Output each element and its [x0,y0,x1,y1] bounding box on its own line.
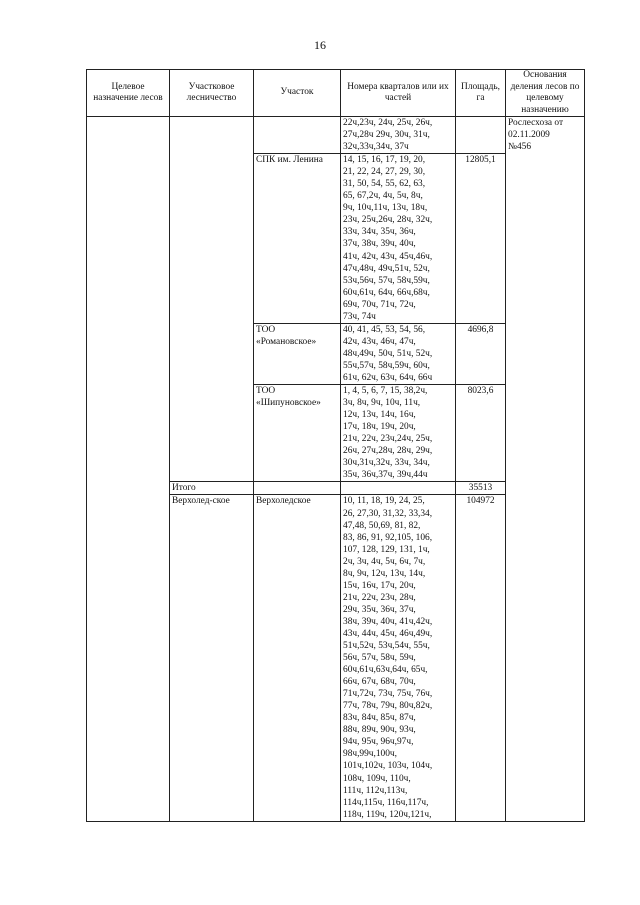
forestry-cell [170,117,254,482]
table-header-row [87,70,585,117]
basis-cell: Рослесхоза от 02.11.2009 №456 [506,117,585,822]
section-cell: СПК им. Ленина [254,154,341,324]
area-cell: 35513 [456,482,506,495]
area-cell: 12805,1 [456,154,506,324]
forestry-cell: Верхолед-ское [170,495,254,821]
header-purpose: Целевое назначение лесов [87,70,170,117]
forest-purpose-table [86,69,585,822]
header-section: Участок [254,70,341,117]
section-cell: Верхоледское [254,495,341,821]
section-cell: ТОО «Романовское» [254,323,341,384]
quarters-cell: 22ч,23ч, 24ч, 25ч, 26ч, 27ч,28ч 29ч, 30ч, 31ч, 32ч,33ч,34ч, 37ч [341,117,456,154]
purpose-cell [87,117,170,822]
header-basis: Основания деления лесов по целевому назначению [506,70,585,117]
section-cell: ТОО «Шипуновское» [254,385,341,482]
quarters-cell [341,482,456,495]
page-number: 16 [314,38,326,52]
forestry-cell: Итого [170,482,254,495]
quarters-cell: 14, 15, 16, 17, 19, 20, 21, 22, 24, 27, 29, 30, 31, 50, 54, 55, 62, 63, 65, 67,2ч, 4ч, 5ч, 8ч, 9ч, 10ч,11ч, 13ч, 18ч, 23ч, 25ч,26ч, 28ч, 32ч, 33ч, 34ч, 35ч, 36ч, 37ч, 38ч, 39ч, 40ч, 41ч, 42ч, 43ч, 45ч,46ч, 47ч,48ч, 49ч,51ч, 52ч, 53ч,56ч, 57ч, 58ч,59ч, 60ч,61ч, 64ч, 66ч,68ч, 69ч, 70ч, 71ч, 72ч, 73ч, 74ч [341,154,456,324]
header-quarters: Номера кварталов или их частей [341,70,456,117]
header-area: Площадь, га [456,70,506,117]
table-row [87,117,585,154]
section-cell [254,117,341,154]
area-cell: 104972 [456,495,506,821]
quarters-cell: 1, 4, 5, 6, 7, 15, 38,2ч, 3ч, 8ч, 9ч, 10ч, 11ч, 12ч, 13ч, 14ч, 16ч, 17ч, 18ч, 19ч, 20ч, 21ч, 22ч, 23ч,24ч, 25ч, 26ч, 27ч,28ч, 28ч, 29ч, 30ч,31ч,32ч, 33ч, 34ч, 35ч, 36ч,37ч, 39ч,44ч [341,385,456,482]
area-cell: 4696,8 [456,323,506,384]
quarters-cell: 10, 11, 18, 19, 24, 25, 26, 27,30, 31,32, 33,34, 47,48, 50,69, 81, 82, 83, 86, 91, 92,105, 106, 107, 128, 129, 131, 1ч, 2ч, 3ч, 4ч, 5ч, 6ч, 7ч, 8ч, 9ч, 12ч, 13ч, 14ч, 15ч, 16ч, 17ч, 20ч, 21ч, 22ч, 23ч, 28ч, 29ч, 35ч, 36ч, 37ч, 38ч, 39ч, 40ч, 41ч,42ч, 43ч, 44ч, 45ч, 46ч,49ч, 51ч,52ч, 53ч,54ч, 55ч, 56ч, 57ч, 58ч, 59ч, 60ч,61ч,63ч,64ч, 65ч, 66ч, 67ч, 68ч, 70ч, 71ч,72ч, 73ч, 75ч, 76ч, 77ч, 78ч, 79ч, 80ч,82ч, 83ч, 84ч, 85ч, 87ч, 88ч, 89ч, 90ч, 93ч, 94ч, 95ч, 96ч,97ч, 98ч,99ч,100ч, 101ч,102ч, 103ч, 104ч, 108ч, 109ч, 110ч, 111ч, 112ч,113ч, 114ч,115ч, 116ч,117ч, 118ч, 119ч, 120ч,121ч, [341,495,456,821]
header-forestry: Участковое лесничество [170,70,254,117]
quarters-cell: 40, 41, 45, 53, 54, 56, 42ч, 43ч, 46ч, 47ч, 48ч,49ч, 50ч, 51ч, 52ч, 55ч,57ч, 58ч,59ч, 60ч, 61ч, 62ч, 63ч, 64ч, 66ч [341,323,456,384]
section-cell [254,482,341,495]
area-cell [456,117,506,154]
area-cell: 8023,6 [456,385,506,482]
